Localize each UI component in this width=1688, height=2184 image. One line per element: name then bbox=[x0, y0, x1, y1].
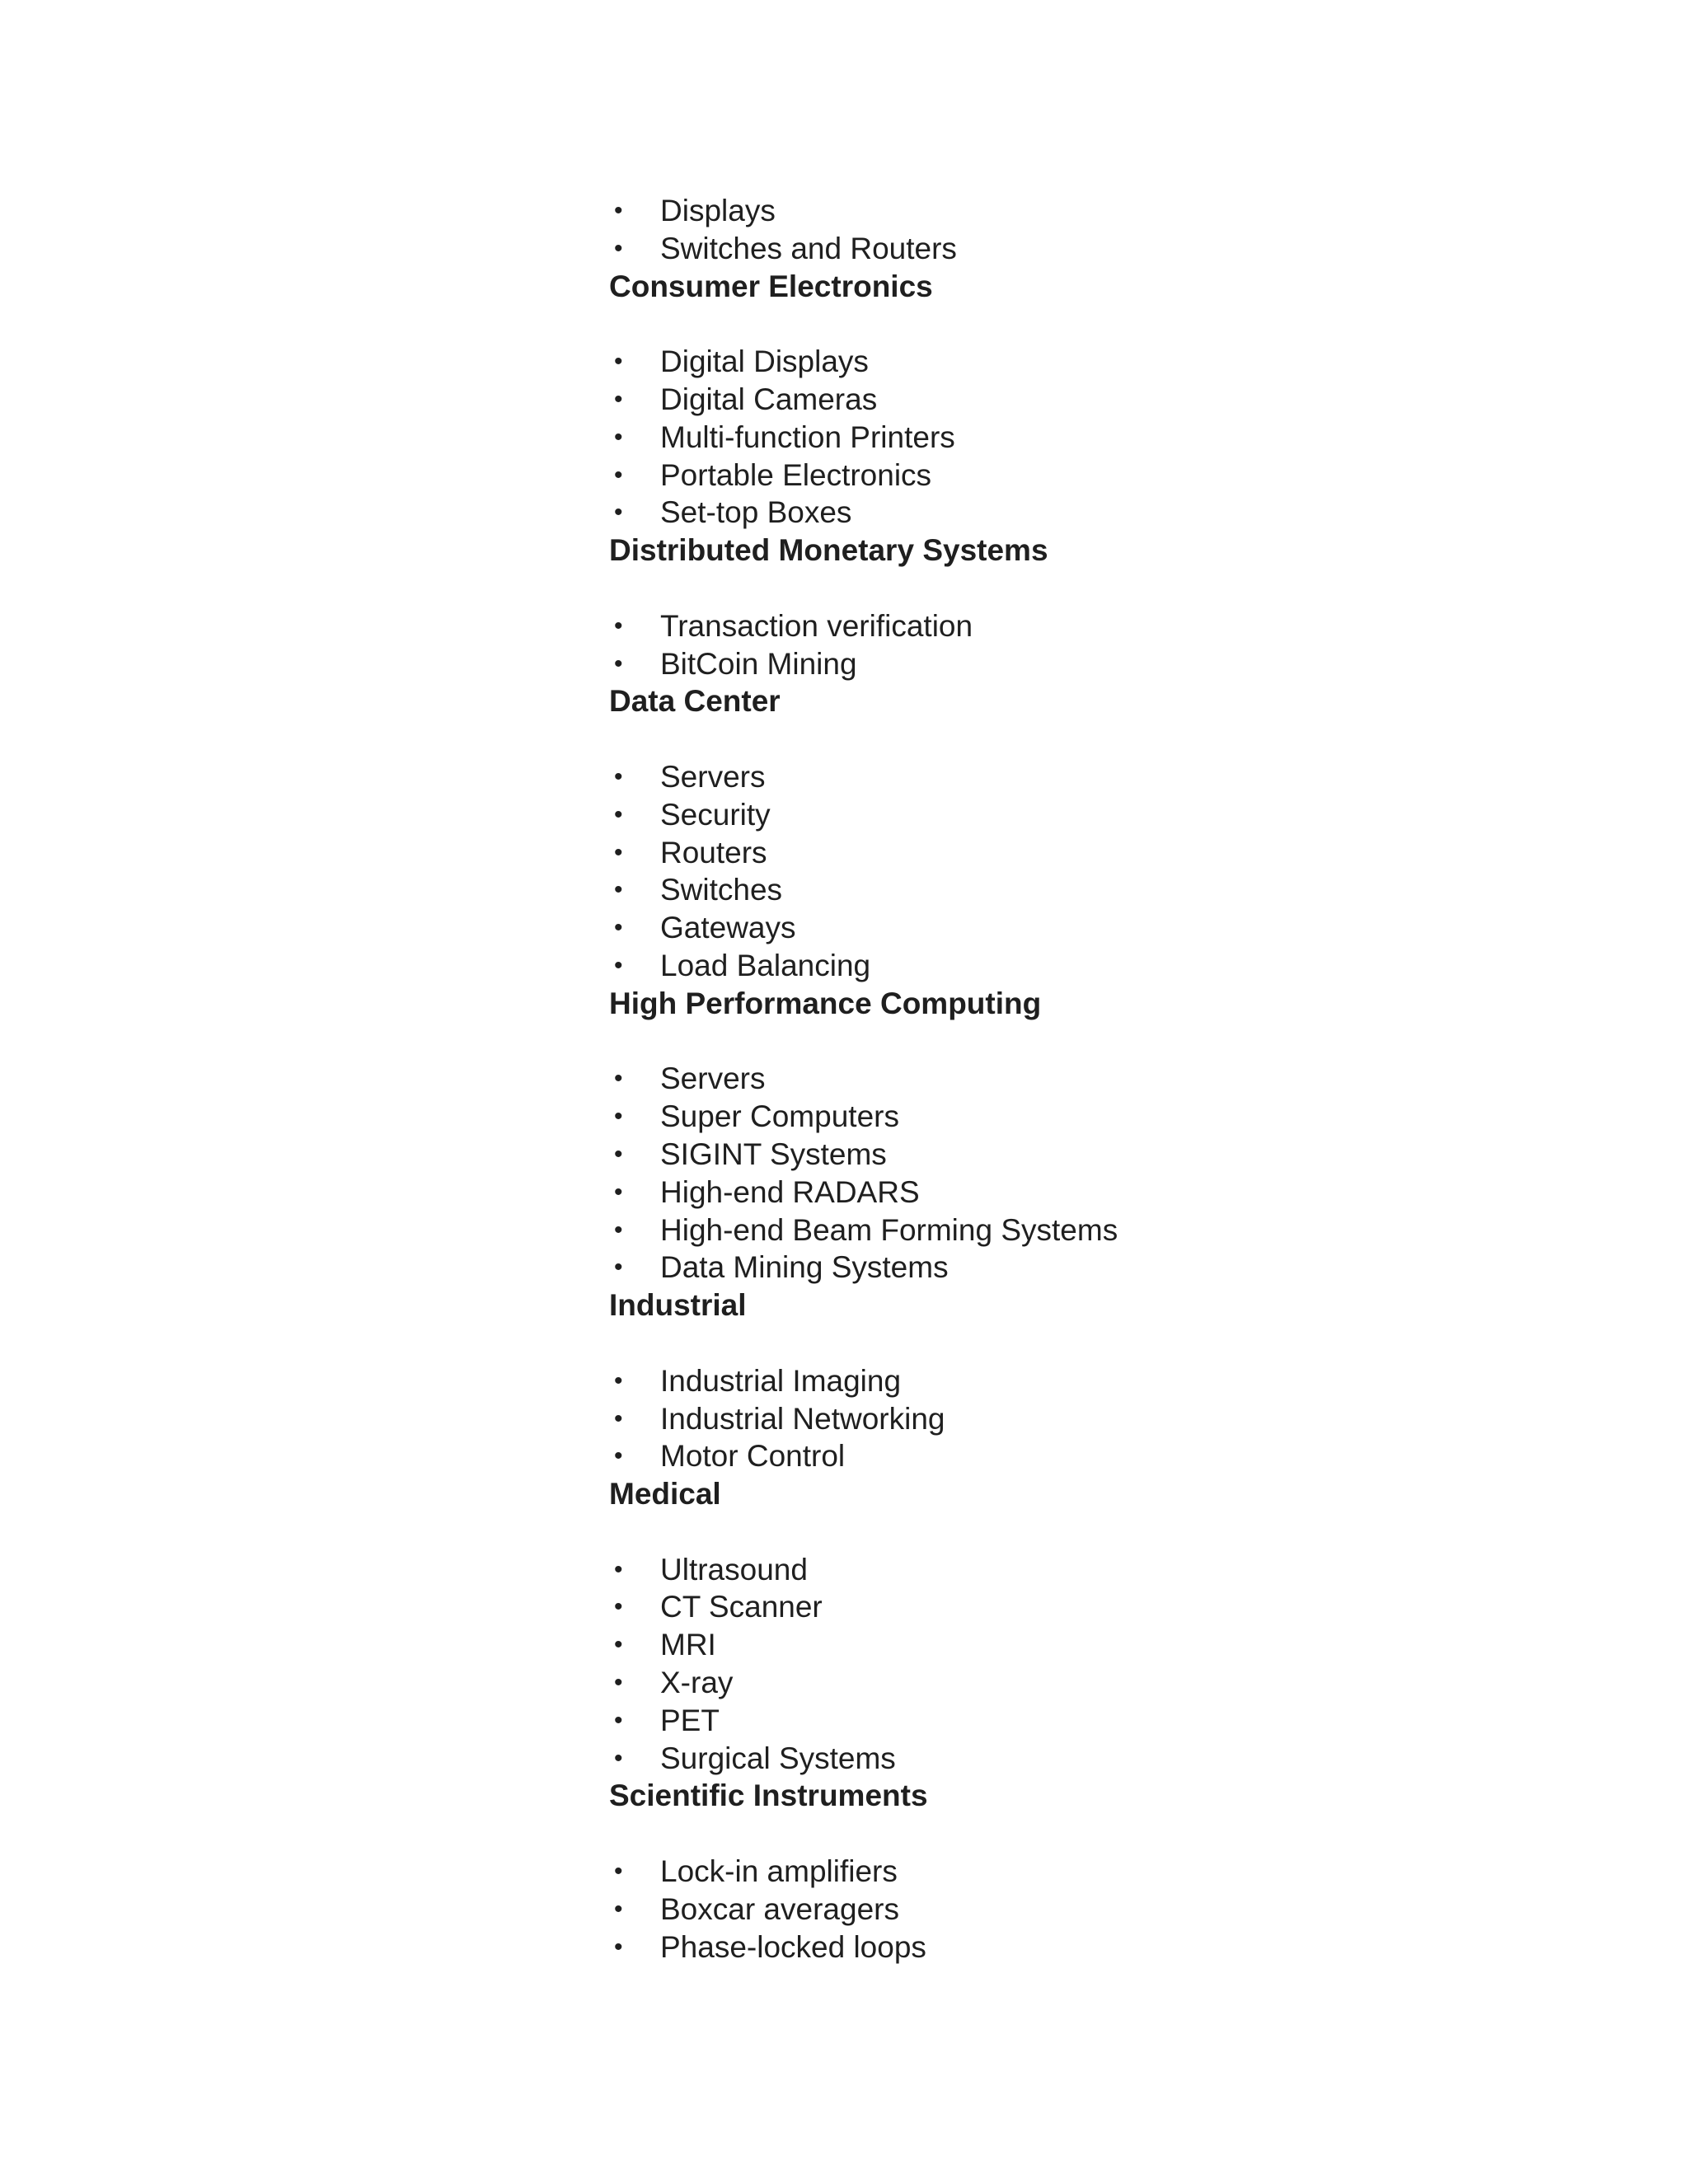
list-item bbox=[609, 607, 1598, 645]
bullet-icon: • bbox=[614, 1895, 623, 1923]
section-bullet-list bbox=[609, 1060, 1598, 1286]
list-item bbox=[609, 1174, 1598, 1212]
list-item bbox=[609, 1702, 1598, 1740]
list-item-text: Digital Cameras bbox=[660, 382, 878, 416]
section-container bbox=[609, 268, 1598, 1966]
bullet-icon: • bbox=[614, 762, 623, 790]
list-item-text: SIGINT Systems bbox=[660, 1137, 887, 1171]
list-item-text: Security bbox=[660, 797, 771, 832]
list-item bbox=[609, 834, 1598, 872]
bullet-icon: • bbox=[614, 197, 623, 224]
list-item-text: Industrial Imaging bbox=[660, 1363, 902, 1398]
bullet-icon: • bbox=[614, 1178, 623, 1206]
document-body bbox=[609, 192, 1598, 1966]
bullet-icon: • bbox=[614, 348, 623, 376]
list-item-text: Gateways bbox=[660, 911, 796, 945]
list-item-text: Ultrasound bbox=[660, 1552, 808, 1586]
bullet-icon: • bbox=[614, 461, 623, 489]
bullet-icon: • bbox=[614, 1216, 623, 1244]
section-heading: Industrial bbox=[609, 1288, 747, 1323]
list-item bbox=[609, 909, 1598, 947]
list-item-text: Data Mining Systems bbox=[660, 1250, 949, 1285]
list-item-text: Servers bbox=[660, 759, 766, 794]
list-item bbox=[609, 1212, 1598, 1249]
list-item bbox=[609, 1664, 1598, 1702]
list-item-text: High-end Beam Forming Systems bbox=[660, 1212, 1118, 1247]
section-heading: Distributed Monetary Systems bbox=[609, 533, 1048, 568]
list-item-text: X-ray bbox=[660, 1666, 734, 1700]
list-item bbox=[609, 419, 1598, 457]
list-item bbox=[609, 1136, 1598, 1174]
bullet-icon: • bbox=[614, 800, 623, 828]
list-item-text: MRI bbox=[660, 1628, 716, 1662]
list-item-text: Portable Electronics bbox=[660, 457, 932, 492]
list-item-text: Load Balancing bbox=[660, 948, 871, 982]
section-heading: Scientific Instruments bbox=[609, 1779, 928, 1813]
bullet-icon: • bbox=[614, 838, 623, 866]
bullet-icon: • bbox=[614, 951, 623, 979]
section-bullet-list bbox=[609, 1853, 1598, 1966]
section-heading: Data Center bbox=[609, 684, 781, 719]
list-item bbox=[609, 457, 1598, 494]
bullet-icon: • bbox=[614, 1706, 623, 1734]
list-item bbox=[609, 381, 1598, 419]
section-bullet-list bbox=[609, 1362, 1598, 1475]
bullet-icon: • bbox=[614, 423, 623, 451]
list-item-text: Switches bbox=[660, 873, 783, 907]
section-bullet-list bbox=[609, 343, 1598, 532]
list-item-text: Phase-locked loops bbox=[660, 1929, 926, 1964]
bullet-icon: • bbox=[614, 1669, 623, 1697]
list-item-text: Displays bbox=[660, 194, 776, 227]
bullet-icon: • bbox=[614, 1858, 623, 1886]
list-item-text: PET bbox=[660, 1703, 720, 1737]
bullet-icon: • bbox=[614, 1744, 623, 1772]
list-item bbox=[609, 1437, 1598, 1475]
list-item-text: BitCoin Mining bbox=[660, 646, 857, 681]
list-item bbox=[609, 758, 1598, 796]
list-item-text: Multi-function Printers bbox=[660, 419, 955, 454]
list-item-text: CT Scanner bbox=[660, 1590, 823, 1624]
bullet-icon: • bbox=[614, 499, 623, 527]
list-item-text: Boxcar averagers bbox=[660, 1891, 899, 1926]
bullet-icon: • bbox=[614, 1933, 623, 1961]
list-item bbox=[609, 871, 1598, 909]
list-item-text: Motor Control bbox=[660, 1439, 846, 1474]
bullet-icon: • bbox=[614, 1065, 623, 1093]
section-bullet-list bbox=[609, 758, 1598, 985]
bullet-icon: • bbox=[614, 1404, 623, 1432]
list-item bbox=[609, 343, 1598, 381]
bullet-icon: • bbox=[614, 1555, 623, 1583]
list-item-text: Switches and Routers bbox=[660, 231, 957, 265]
list-item bbox=[609, 1853, 1598, 1891]
list-item-text: Lock-in amplifiers bbox=[660, 1854, 898, 1889]
list-item-text: High-end RADARS bbox=[660, 1174, 920, 1209]
bullet-icon: • bbox=[614, 1140, 623, 1168]
list-item bbox=[609, 1249, 1598, 1286]
list-item-text: Routers bbox=[660, 835, 767, 869]
bullet-icon: • bbox=[614, 914, 623, 942]
list-item-text: Surgical Systems bbox=[660, 1741, 896, 1775]
bullet-icon: • bbox=[614, 1631, 623, 1659]
bullet-icon: • bbox=[614, 234, 623, 262]
section-bullet-list bbox=[609, 607, 1598, 683]
list-item bbox=[609, 1060, 1598, 1098]
bullet-icon: • bbox=[614, 612, 623, 640]
list-item bbox=[609, 1740, 1598, 1778]
section-bullet-list bbox=[609, 1551, 1598, 1778]
list-item bbox=[609, 230, 1598, 268]
list-item bbox=[609, 1891, 1598, 1929]
list-item bbox=[609, 494, 1598, 532]
bullet-icon: • bbox=[614, 876, 623, 904]
intro-bullet-list bbox=[609, 192, 1598, 268]
list-item-text: Set-top Boxes bbox=[660, 495, 852, 530]
list-item bbox=[609, 1551, 1598, 1589]
bullet-icon: • bbox=[614, 1593, 623, 1621]
section-heading: Medical bbox=[609, 1477, 721, 1511]
bullet-icon: • bbox=[614, 385, 623, 413]
list-item bbox=[609, 192, 1598, 230]
list-item bbox=[609, 1400, 1598, 1438]
bullet-icon: • bbox=[614, 1442, 623, 1470]
list-item-text: Industrial Networking bbox=[660, 1401, 945, 1436]
list-item bbox=[609, 1362, 1598, 1400]
list-item bbox=[609, 1929, 1598, 1966]
section-heading: Consumer Electronics bbox=[609, 269, 933, 303]
bullet-icon: • bbox=[614, 1366, 623, 1394]
list-item-text: Digital Displays bbox=[660, 344, 869, 379]
list-item bbox=[609, 947, 1598, 985]
list-item-text: Servers bbox=[660, 1062, 766, 1096]
list-item-text: Super Computers bbox=[660, 1099, 899, 1134]
list-item bbox=[609, 645, 1598, 683]
bullet-icon: • bbox=[614, 649, 623, 677]
bullet-icon: • bbox=[614, 1254, 623, 1282]
list-item bbox=[609, 1098, 1598, 1136]
bullet-icon: • bbox=[614, 1103, 623, 1131]
list-item bbox=[609, 1588, 1598, 1626]
list-item bbox=[609, 1626, 1598, 1664]
section-heading: High Performance Computing bbox=[609, 986, 1042, 1020]
list-item bbox=[609, 796, 1598, 834]
list-item-text: Transaction verification bbox=[660, 608, 973, 643]
